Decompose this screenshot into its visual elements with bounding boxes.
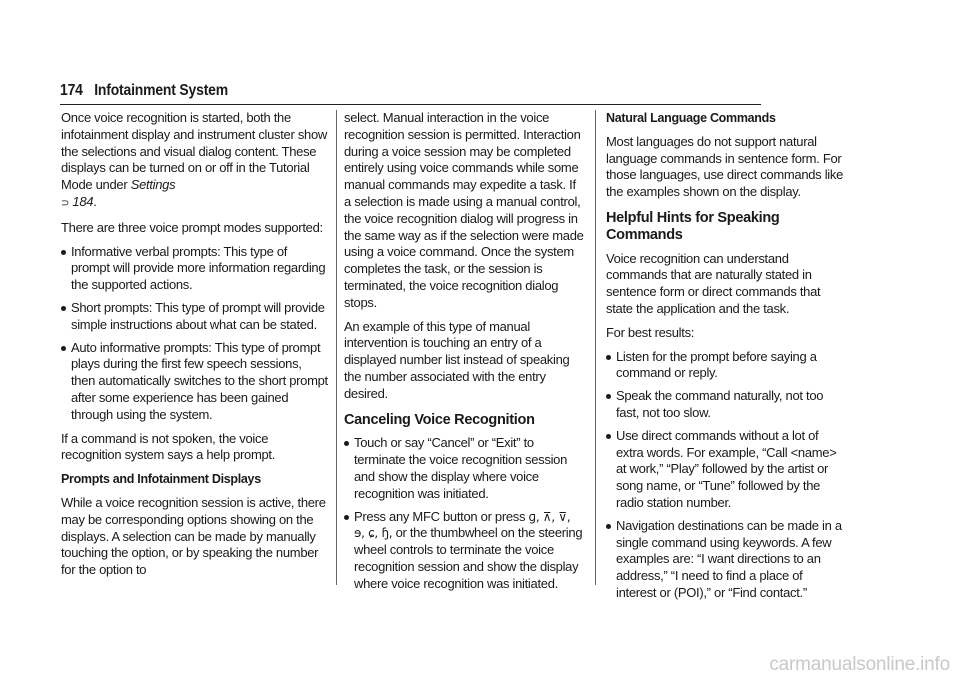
- no-command-paragraph: If a command is not spoken, the voice recognition system says a help prompt.: [61, 430, 276, 463]
- hints-paragraph: Voice recognition can understand commands that are naturally stated in sentence form or direct commands that state the application and the task.: [606, 250, 821, 316]
- xref-icon: ⊃: [61, 197, 70, 209]
- tips-list: [606, 349, 846, 602]
- natural-language-paragraph: Most languages do not support natural language commands in sentence form. For those languages, use direct commands like the examples shown on the display.: [606, 133, 844, 200]
- prompts-paragraph: While a voice recognition session is active, there may be corresponding options showing on the displays. A selection can be made by manually touching the option, or by speaking the number for the option to: [61, 494, 326, 578]
- page-header: [60, 82, 761, 105]
- phone-mute-icons: ɘ, ɕ, ɧ,: [354, 526, 393, 541]
- list-item: Auto informative prompts: This type of prompt plays during the first few speech sessions, then automatically switches to the short prompt after some experience has been gained through using the system.: [61, 340, 329, 424]
- column-divider-left: [336, 110, 337, 585]
- modes-intro: There are three voice prompt modes supported:: [61, 219, 323, 235]
- canceling-heading: Canceling Voice Recognition: [344, 411, 535, 428]
- watermark: carmanualsonline.info: [769, 654, 950, 675]
- continuation-paragraph: select. Manual interaction in the voice recognition session is permitted. Interaction during a voice session may be completed entirely using voice commands while some manual commands may expedite a task. If a selection is made using a manual control, the voice recognition dialog will progress in the same way as if the selection were made using a voice command. Once the system completes the task, or the session is terminated, the voice recognition dialog stops.: [344, 110, 584, 310]
- natural-language-heading: Natural Language Commands: [606, 111, 776, 125]
- prompts-displays-heading: Prompts and Infotainment Displays: [61, 472, 261, 487]
- list-item: Use direct commands without a lot of extra words. For example, “Call <name> at work,” “Play” followed by the artist or song name, or “Tune” followed by the radio station number.: [606, 428, 846, 512]
- list-item: Navigation destinations can be made in a single command using keywords. A few examples are: “I want directions to an address,” “I need to find a place of interest or (POI),” or “Find contact.”: [606, 518, 846, 602]
- cancel-list: [344, 435, 584, 592]
- settings-link[interactable]: Settings: [130, 177, 176, 193]
- column-right: [606, 110, 846, 609]
- intro-paragraph: Once voice recognition is started, both the infotainment display and instrument cluster show the selections and visual dialog content. These displays can be turned on or off in the Tutorial Mode under Settings ⊃ 184.: [61, 110, 327, 209]
- hints-heading: Helpful Hints for Speaking Commands: [606, 209, 780, 243]
- best-results-label: For best results:: [606, 324, 695, 340]
- xref-page-link[interactable]: 184: [72, 193, 94, 209]
- list-item: Short prompts: This type of prompt will provide simple instructions about what can be stated.: [61, 300, 329, 334]
- column-divider-right: [595, 110, 596, 585]
- chapter-title: Infotainment System: [94, 82, 228, 99]
- prompt-modes-list: [61, 244, 329, 424]
- list-item: Speak the command naturally, not too fast, not too slow.: [606, 388, 846, 422]
- column-left: [61, 110, 329, 586]
- steering-control-icons: ɡ, ⊼, ⊽,: [528, 509, 571, 524]
- example-paragraph: An example of this type of manual intervention is touching an entry of a displayed number list instead of speaking the number associated with the entry desired.: [344, 318, 570, 401]
- list-item: Press any MFC button or press ɡ, ⊼, ⊽, ɘ, ɕ, ɧ, or the thumbwheel on the steering wheel controls to terminate the voice recognition session and show the display where voice recognition was initiated.: [344, 509, 584, 593]
- list-item: Touch or say “Cancel” or “Exit” to terminate the voice recognition session and show the display where voice recognition was initiated.: [344, 435, 584, 502]
- list-item: Listen for the prompt before saying a command or reply.: [606, 349, 846, 383]
- column-middle: [344, 110, 584, 600]
- page-number: 174: [60, 82, 83, 99]
- list-item: Informative verbal prompts: This type of prompt will provide more information regarding the supported actions.: [61, 244, 329, 294]
